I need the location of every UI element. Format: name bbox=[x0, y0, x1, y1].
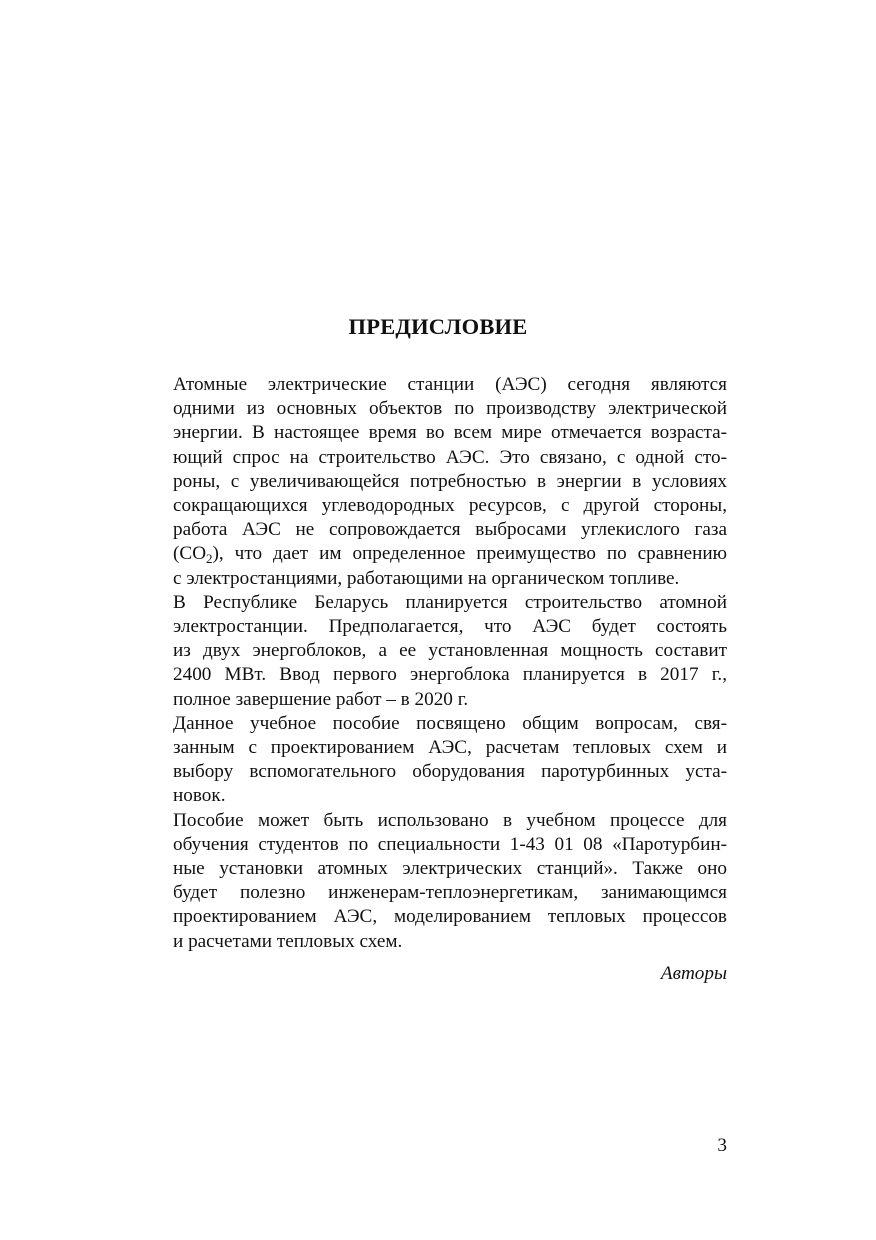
signature-authors: Авторы bbox=[660, 963, 727, 984]
text-line: Пособие может быть использовано в учебном процессе для bbox=[173, 809, 727, 831]
text-line: занным с проектированием АЭС, расчетам тепловых схем и bbox=[173, 737, 727, 759]
text-line: ные установки атомных электрических станций». Также оно bbox=[173, 858, 727, 880]
preface-body bbox=[143, 373, 727, 954]
text-line: энергии. В настоящее время во всем мире отмечается возраста- bbox=[173, 422, 727, 444]
text-line: 2400 МВт. Ввод первого энергоблока планируется в 2017 г., bbox=[173, 664, 727, 686]
text-line: сокращающихся углеводородных ресурсов, с другой стороны, bbox=[173, 495, 727, 517]
text-line: будет полезно инженерам-теплоэнергетикам, занимающимся bbox=[173, 882, 727, 904]
text-line: Атомные электрические станции (АЭС) сегодня являются bbox=[173, 374, 727, 395]
text-line: с электростанциями, работающими на органическом топливе. bbox=[173, 567, 680, 589]
text-line-co2 bbox=[143, 542, 727, 566]
text-line: полное завершение работ – в 2020 г. bbox=[173, 688, 469, 710]
text-line: роны, с увеличивающейся потребностью в энергии в условиях bbox=[173, 470, 727, 492]
text-line: проектированием АЭС, моделированием тепловых процессов bbox=[173, 906, 727, 928]
text-line: из двух энергоблоков, а ее установленная мощность составит bbox=[173, 640, 727, 662]
page-number: 3 bbox=[717, 1135, 727, 1156]
text-line: электростанции. Предполагается, что АЭС будет состоять bbox=[173, 616, 727, 638]
text-line: В Республике Беларусь планируется строительство атомной bbox=[173, 591, 727, 613]
text-line: новок. bbox=[173, 785, 226, 807]
text-line: одними из основных объектов по производству электрической bbox=[173, 398, 727, 420]
page-title: ПРЕДИСЛОВИЕ bbox=[348, 314, 528, 339]
text-line: и расчетами тепловых схем. bbox=[173, 930, 403, 952]
text-line: обучения студентов по специальности 1-43 01 08 «Паротурбин- bbox=[173, 833, 727, 855]
paragraph-2 bbox=[143, 591, 727, 712]
text-line: работа АЭС не сопровождается выбросами углекислого газа bbox=[173, 519, 727, 541]
co2-subscript: 2 bbox=[206, 551, 213, 567]
co2-rest: ), что дает им определенное преимущество по сравнению bbox=[212, 543, 727, 565]
text-line: ющий спрос на строительство АЭС. Это связано, с одной сто- bbox=[173, 446, 727, 468]
co2-open: (CO bbox=[173, 543, 207, 565]
paragraph-1 bbox=[143, 373, 727, 591]
text-line: Данное учебное пособие посвящено общим вопросам, свя- bbox=[173, 712, 727, 734]
text-line: выбору вспомогательного оборудования паротурбинных уста- bbox=[173, 761, 727, 783]
paragraph-4 bbox=[143, 809, 727, 954]
paragraph-3 bbox=[143, 712, 727, 809]
